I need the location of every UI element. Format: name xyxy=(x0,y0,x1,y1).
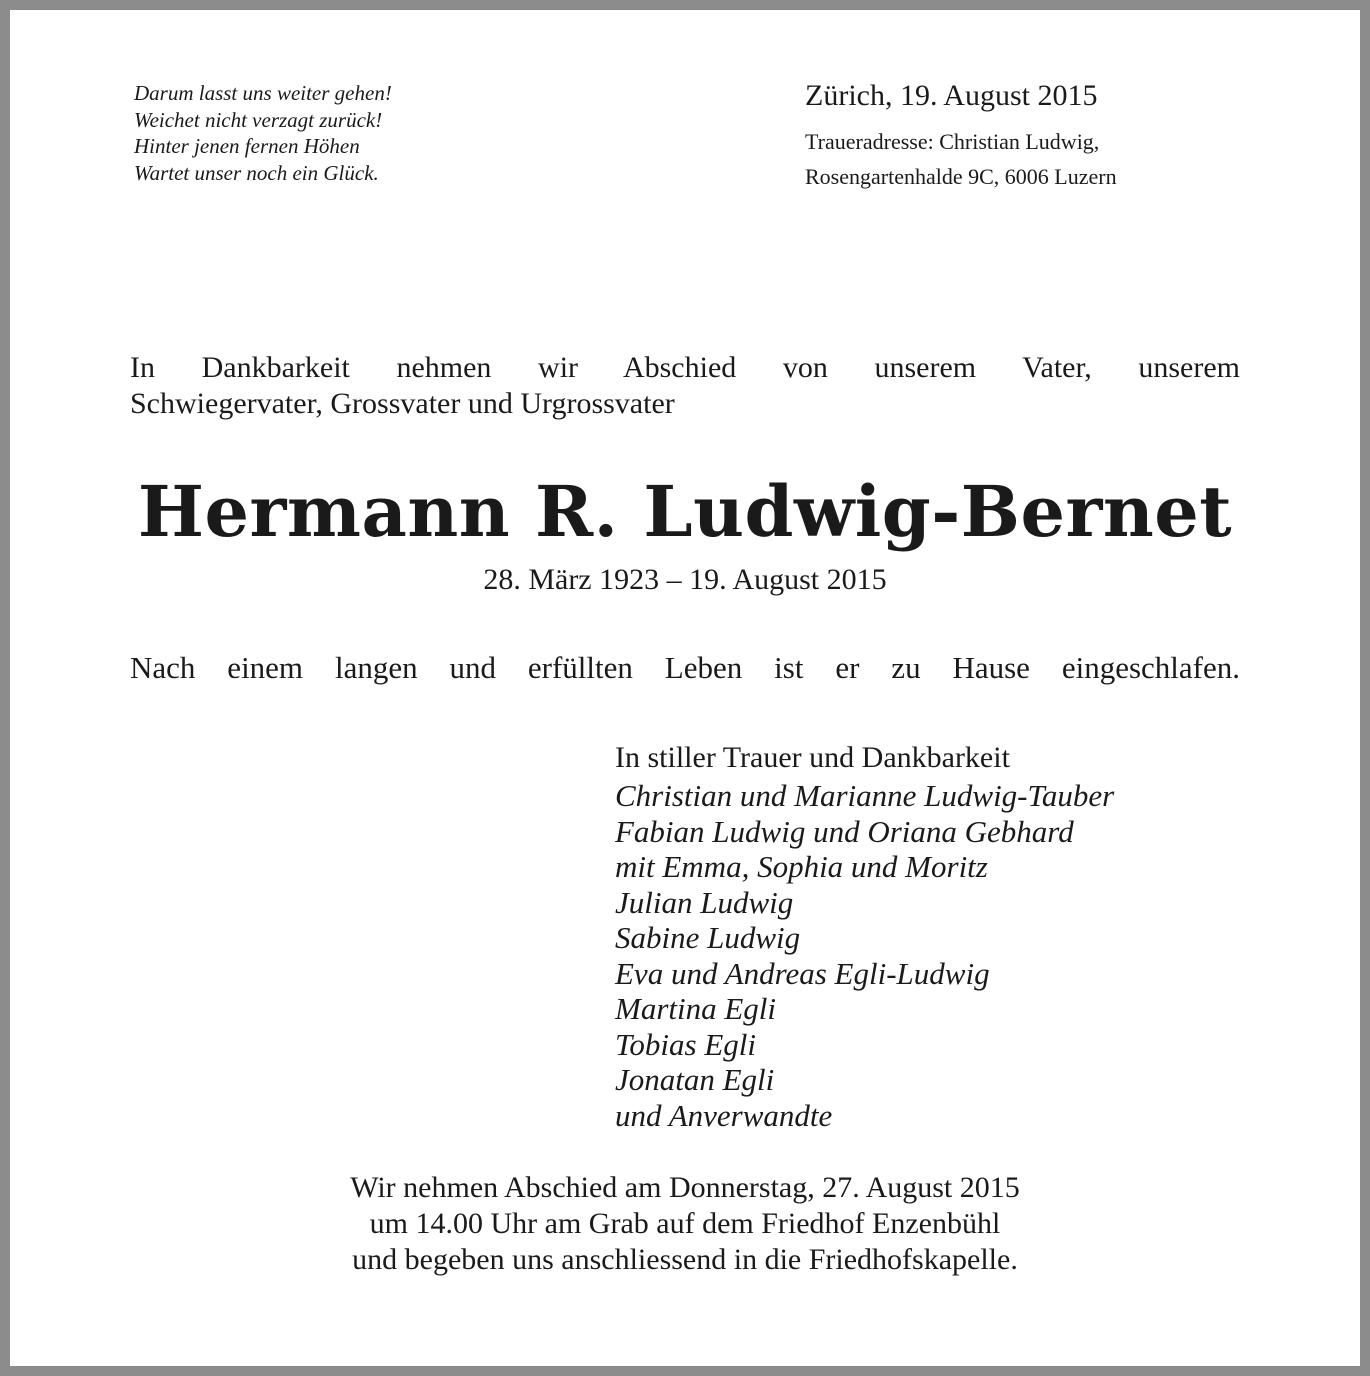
mourner-name: Tobias Egli xyxy=(615,1026,756,1062)
intro-line: In Dankbarkeit nehmen wir Abschied von unserem Vater, unserem xyxy=(130,351,1240,384)
address-line: Traueradresse: Christian Ludwig, xyxy=(805,129,1100,154)
poem-line: Darum lasst uns weiter gehen! xyxy=(134,81,392,105)
farewell-line: um 14.00 Uhr am Grab auf dem Friedhof Enzenbühl xyxy=(369,1207,1001,1240)
intro-line: Schwiegervater, Grossvater und Urgrossvater xyxy=(130,387,675,420)
closing-text: Nach einem langen und erfüllten Leben ist er zu Hause eingeschlafen. xyxy=(130,650,1240,685)
intro-text xyxy=(130,350,1240,422)
poem xyxy=(134,80,392,186)
mourners-heading: In stiller Trauer und Dankbarkeit xyxy=(615,741,1010,774)
obituary-sheet xyxy=(10,10,1360,1366)
mourners-block xyxy=(615,738,1114,1133)
lifespan-dates: 28. März 1923 – 19. August 2015 xyxy=(483,563,887,596)
poem-line: Wartet unser noch ein Glück. xyxy=(134,160,379,185)
mourner-name: Jonatan Egli xyxy=(615,1062,775,1097)
place-date: Zürich, 19. August 2015 xyxy=(805,79,1098,112)
poem-line: Hinter jenen fernen Höhen xyxy=(134,134,360,158)
mourner-name: Martina Egli xyxy=(615,991,777,1026)
deceased-name: Hermann R. Ludwig-Bernet xyxy=(137,470,1233,553)
mourner-name: Christian und Marianne Ludwig-Tauber xyxy=(615,778,1115,813)
farewell-announcement xyxy=(0,1170,1370,1278)
address-line: Rosengartenhalde 9C, 6006 Luzern xyxy=(805,164,1117,189)
mourner-name: Sabine Ludwig xyxy=(615,920,801,955)
mourner-name: Julian Ludwig xyxy=(615,884,794,920)
mourner-name: Fabian Ludwig und Oriana Gebhard xyxy=(615,813,1074,849)
farewell-line: und begeben uns anschliessend in die Friedhofskapelle. xyxy=(352,1243,1018,1276)
mourner-name: Eva und Andreas Egli-Ludwig xyxy=(615,955,990,991)
mourner-name: mit Emma, Sophia und Moritz xyxy=(615,849,988,884)
mourners-list xyxy=(615,778,1114,1133)
farewell-line: Wir nehmen Abschied am Donnerstag, 27. August 2015 xyxy=(350,1171,1020,1204)
mourning-address xyxy=(805,124,1117,194)
mourner-name: und Anverwandte xyxy=(615,1097,833,1133)
poem-line: Weichet nicht verzagt zurück! xyxy=(134,107,383,132)
